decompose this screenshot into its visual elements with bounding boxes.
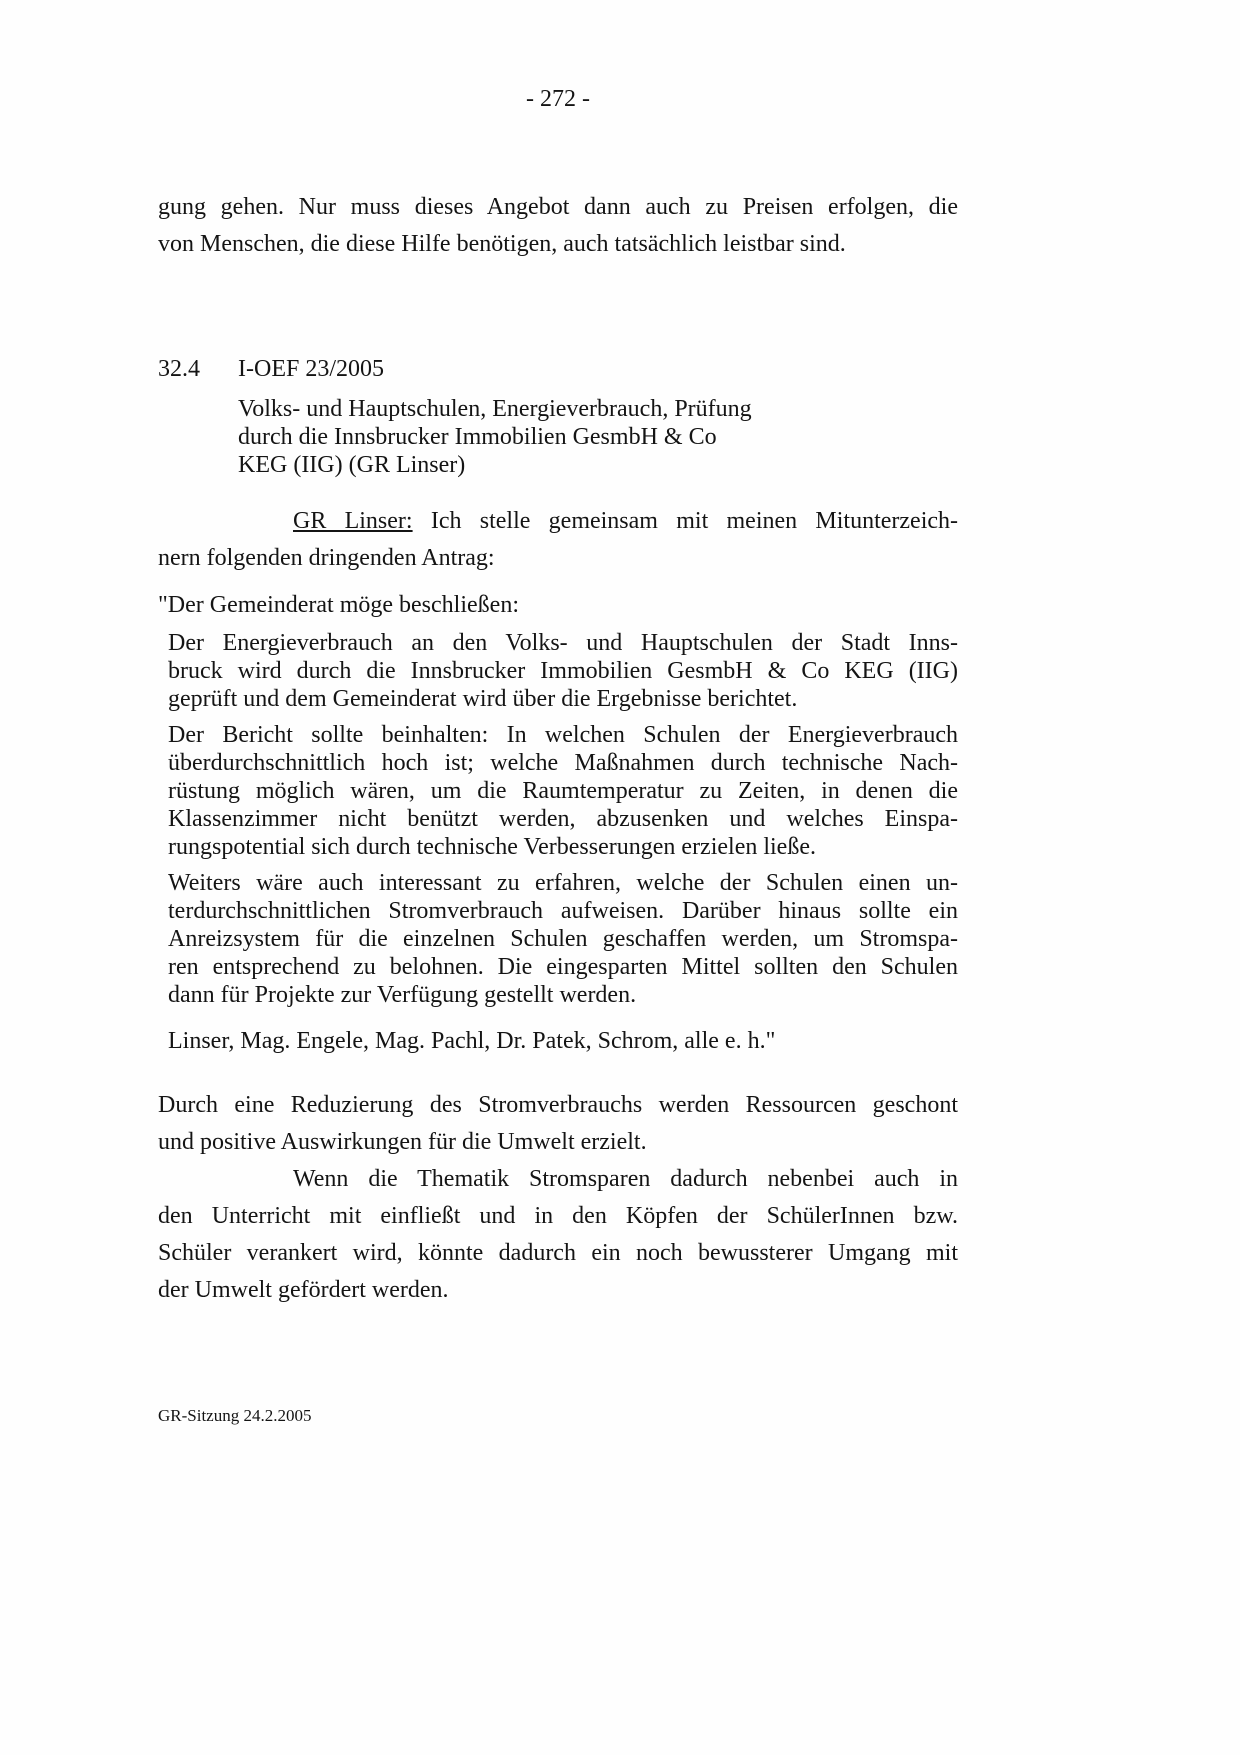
section-number: 32.4 (158, 356, 200, 382)
closing-paragraph-2 (158, 1161, 958, 1309)
section-heading (158, 355, 958, 383)
text-line: bruck wird durch die Innsbrucker Immobilien GesmbH & Co KEG (IIG) (168, 658, 958, 684)
text-line: gung gehen. Nur muss dieses Angebot dann auch zu Preisen erfolgen, die (158, 194, 958, 220)
text-line: geprüft und dem Gemeinderat wird über die Ergebnisse berichtet. (168, 686, 798, 712)
text-line: den Unterricht mit einfließt und in den Köpfen der SchülerInnen bzw. (158, 1203, 958, 1229)
resolution-opening: "Der Gemeinderat möge beschließen: (158, 592, 519, 618)
motion-intro (158, 503, 958, 577)
speaker-name: GR Linser: (293, 508, 413, 534)
text-line: Weiters wäre auch interessant zu erfahren, welche der Schulen einen un- (168, 870, 958, 896)
text-line: überdurchschnittlich hoch ist; welche Maßnahmen durch technische Nach- (168, 750, 958, 776)
text-line: von Menschen, die diese Hilfe benötigen, auch tatsächlich leistbar sind. (158, 231, 846, 257)
motion-line-2: nern folgenden dringenden Antrag: (158, 545, 495, 571)
text-line: der Umwelt gefördert werden. (158, 1277, 449, 1303)
text-line: Volks- und Hauptschulen, Energieverbrauch, Prüfung (238, 396, 752, 422)
text-column (158, 85, 958, 1427)
text-line: Schüler verankert wird, könnte dadurch ein noch bewussterer Umgang mit (158, 1240, 958, 1266)
text-line: Der Bericht sollte beinhalten: In welchen Schulen der Energieverbrauch (168, 722, 958, 748)
signatories-line: Linser, Mag. Engele, Mag. Pachl, Dr. Patek, Schrom, alle e. h." (168, 1028, 776, 1054)
text-line: durch die Innsbrucker Immobilien GesmbH & Co (238, 424, 717, 450)
page-number: - 272 - (526, 86, 590, 112)
motion-line1-rest: Ich stelle gemeinsam mit meinen Mitunterzeich- (412, 508, 959, 534)
text-line: Klassenzimmer nicht benützt werden, abzusenken und welches Einspa- (168, 806, 958, 832)
text-line: Anreizsystem für die einzelnen Schulen geschaffen werden, um Stromspa- (168, 926, 958, 952)
text-line: terdurchschnittlichen Stromverbrauch aufweisen. Darüber hinaus sollte ein (168, 898, 958, 924)
page-footer: GR-Sitzung 24.2.2005 (158, 1406, 312, 1425)
motion-line-1 (158, 503, 958, 540)
carryover-paragraph (158, 189, 958, 263)
text-line: und positive Auswirkungen für die Umwelt erzielt. (158, 1129, 647, 1155)
resolution-paragraph-1 (158, 629, 958, 713)
text-line: Der Energieverbrauch an den Volks- und Hauptschulen der Stadt Inns- (168, 630, 958, 656)
section-reference: I-OEF 23/2005 (238, 356, 384, 382)
text-line: rungspotential sich durch technische Verbesserungen erzielen ließe. (168, 834, 816, 860)
text-line: KEG (IIG) (GR Linser) (238, 452, 466, 478)
resolution-paragraph-3 (158, 869, 958, 1009)
text-line: Durch eine Reduzierung des Stromverbrauchs werden Ressourcen geschont (158, 1092, 958, 1118)
text-line: ren entsprechend zu belohnen. Die eingesparten Mittel sollten den Schulen (168, 954, 958, 980)
text-line: dann für Projekte zur Verfügung gestellt werden. (168, 982, 637, 1008)
section-subtitle (238, 395, 958, 479)
text-line: rüstung möglich wären, um die Raumtemperatur zu Zeiten, in denen die (168, 778, 958, 804)
resolution-paragraph-2 (158, 721, 958, 861)
closing-paragraph-1 (158, 1087, 958, 1161)
text-line: Wenn die Thematik Stromsparen dadurch nebenbei auch in (293, 1166, 958, 1192)
